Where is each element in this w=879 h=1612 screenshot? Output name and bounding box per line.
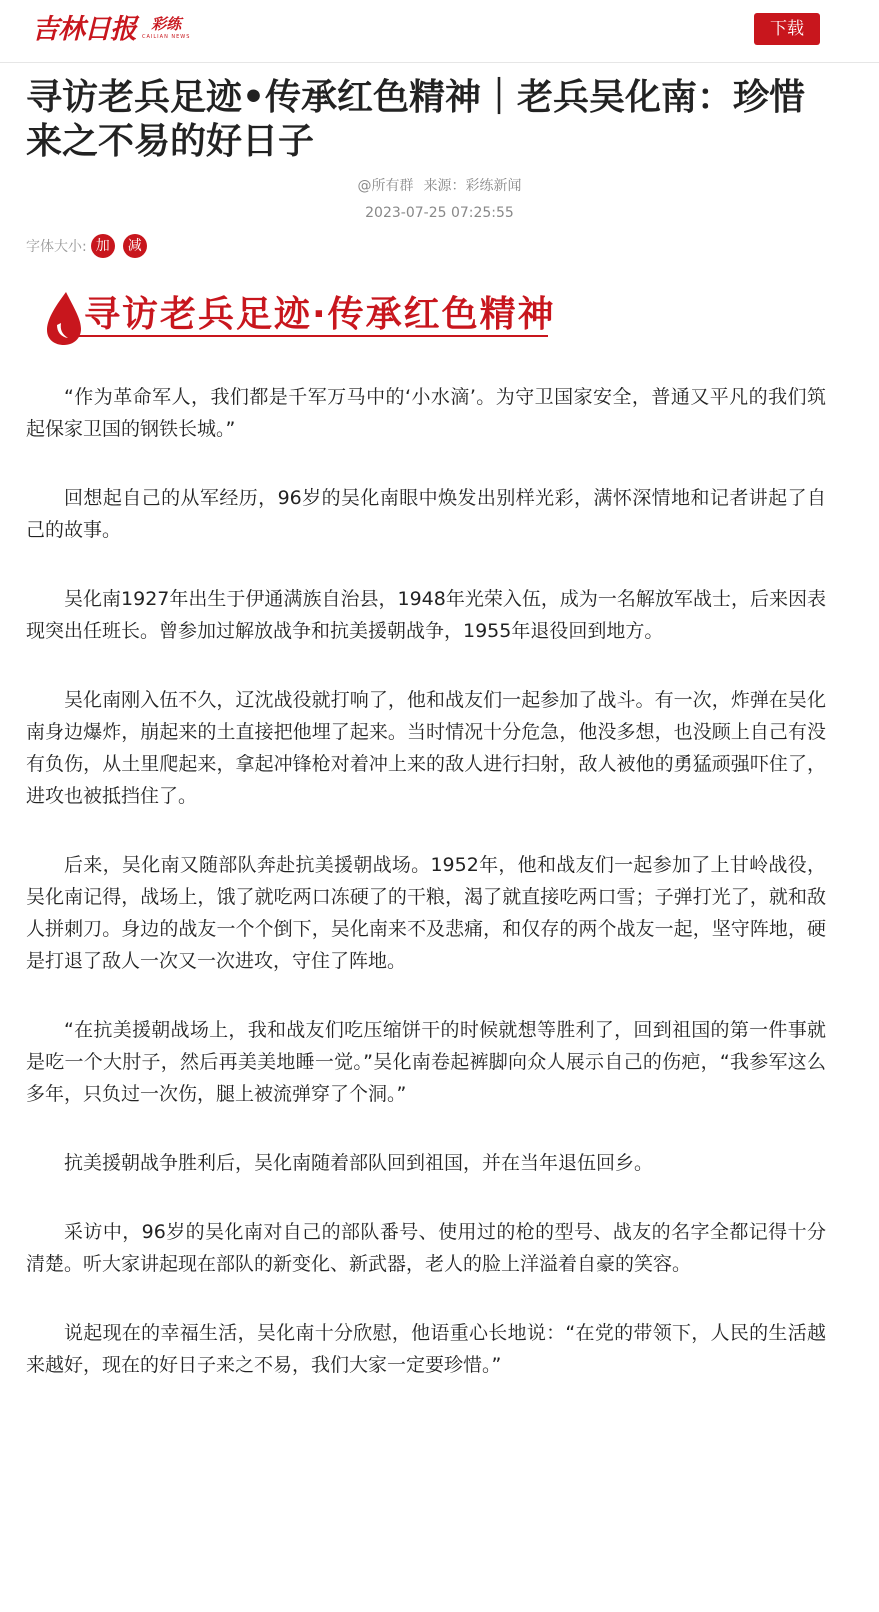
- logo-main-text: 吉林日报: [32, 14, 136, 45]
- top-bar: [0, 0, 879, 63]
- article-source-line: [0, 176, 879, 196]
- font-size-controls: [26, 233, 147, 259]
- font-size-label: 字体大小:: [26, 239, 87, 255]
- article-paragraph: “在抗美援朝战场上，我和战友们吃压缩饼干的时候就想等胜利了，回到祖国的第一件事就是吃一个大肘子，然后再美美地睡一觉。”吴化南卷起裤脚向众人展示自己的伤疤，“我参军这么多年，只负过一次伤，腿上被流弹穿了个洞。”: [26, 1019, 826, 1105]
- article-paragraph: 回想起自己的从军经历，96岁的吴化南眼中焕发出别样光彩，满怀深情地和记者讲起了自己的故事。: [26, 487, 826, 541]
- font-increase-button[interactable]: 加: [91, 234, 115, 258]
- font-decrease-button[interactable]: 减: [123, 234, 147, 258]
- article-title: 寻访老兵足迹•传承红色精神｜老兵吴化南：珍惜来之不易的好日子: [26, 77, 806, 162]
- article-body: [26, 381, 826, 1418]
- water-drop-icon: [44, 290, 84, 346]
- jilin-daily-logo[interactable]: [32, 14, 190, 46]
- article-paragraph: 说起现在的幸福生活，吴化南十分欣慰，他语重心长地说：“在党的带领下，人民的生活越来越好，现在的好日子来之不易，我们大家一定要珍惜。”: [26, 1322, 826, 1376]
- logo-sub-en: CAILIAN NEWS: [142, 34, 191, 40]
- download-button[interactable]: 下载: [754, 13, 820, 45]
- article-source: 来源：彩练新闻: [423, 178, 522, 194]
- banner-title: 寻访老兵足迹·传承红色精神: [84, 294, 556, 335]
- topic-banner: [44, 288, 556, 350]
- article-paragraph: 吴化南1927年出生于伊通满族自治县，1948年光荣入伍，成为一名解放军战士，后来因表现突出任班长。曾参加过解放战争和抗美援朝战争，1955年退役回到地方。: [26, 588, 826, 642]
- article-paragraph: “作为革命军人，我们都是千军万马中的‘小水滴’。为守卫国家安全，普通又平凡的我们筑起保家卫国的钢铁长城。”: [26, 386, 826, 440]
- article-date: 2023-07-25 07:25:55: [365, 205, 514, 221]
- article-paragraph: 吴化南刚入伍不久，辽沈战役就打响了，他和战友们一起参加了战斗。有一次，炸弹在吴化南身边爆炸，崩起来的土直接把他埋了起来。当时情况十分危急，他没多想，也没顾上自己有没有负伤，从土里爬起来，拿起冲锋枪对着冲上来的敌人进行扫射，敌人被他的勇猛顽强吓住了，进攻也被抵挡住了。: [26, 689, 826, 807]
- article-paragraph: 采访中，96岁的吴化南对自己的部队番号、使用过的枪的型号、战友的名字全都记得十分清楚。听大家讲起现在部队的新变化、新武器，老人的脸上洋溢着自豪的笑容。: [26, 1221, 826, 1275]
- logo-sub: [142, 14, 190, 40]
- article-paragraph: 抗美援朝战争胜利后，吴化南随着部队回到祖国，并在当年退伍回乡。: [64, 1152, 654, 1174]
- article-author: @所有群: [357, 178, 414, 194]
- article-paragraph: 后来，吴化南又随部队奔赴抗美援朝战场。1952年，他和战友们一起参加了上甘岭战役，吴化南记得，战场上，饿了就吃两口冻硬了的干粮，渴了就直接吃两口雪；子弹打光了，就和敌人拼刺刀。身边的战友一个个倒下，吴化南来不及悲痛，和仅存的两个战友一起，坚守阵地，硬是打退了敌人一次又一次进攻，守住了阵地。: [26, 854, 826, 972]
- logo-sub-cn: 彩练: [151, 15, 182, 33]
